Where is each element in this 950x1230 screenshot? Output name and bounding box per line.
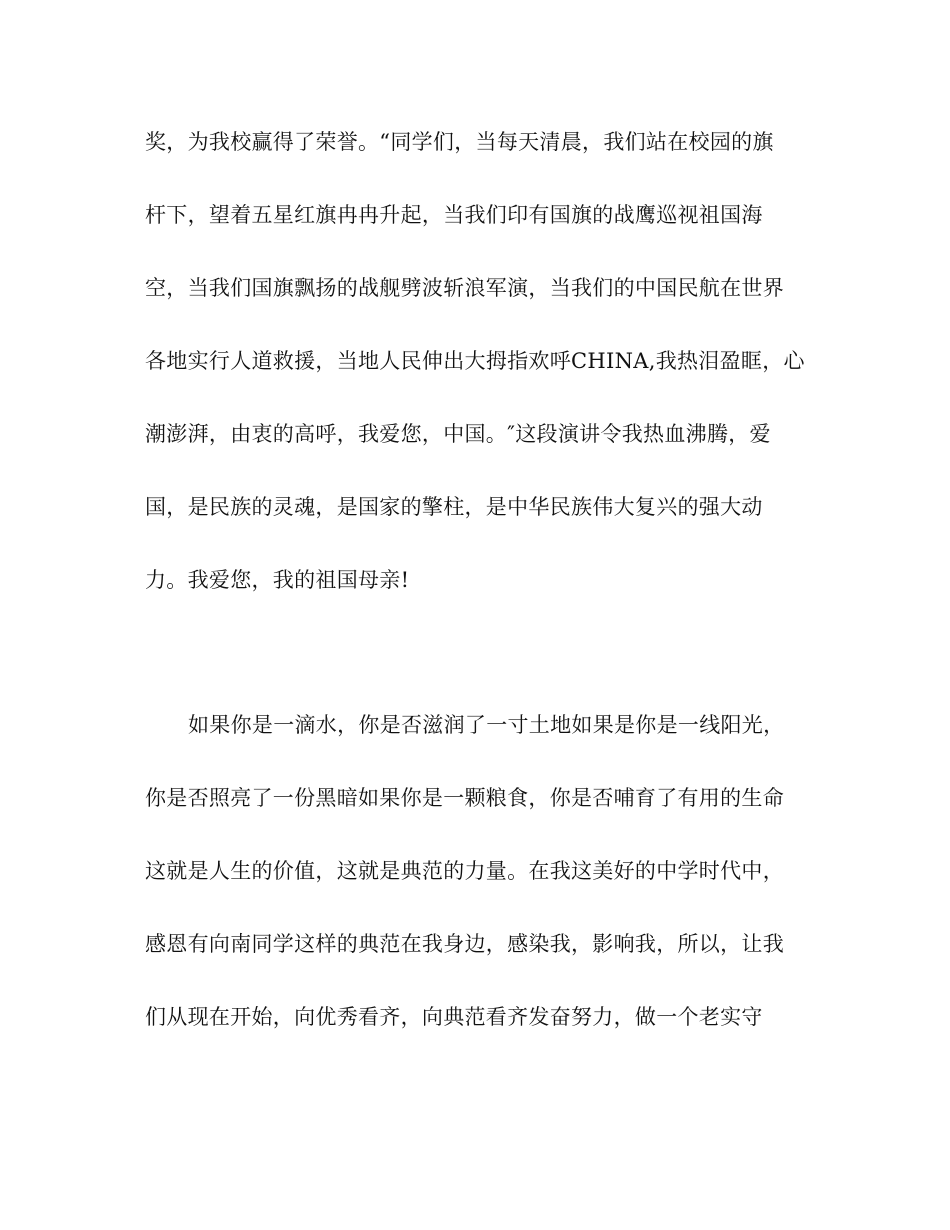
- text-line: 潮澎湃，由衷的高呼，我爱您，中国。″这段演讲令我热血沸腾，爱: [145, 422, 771, 446]
- text-line: 这就是人生的价值，这就是典范的力量。在我这美好的中学时代中，: [145, 859, 784, 883]
- text-line: 如果你是一滴水，你是否滋润了一寸土地如果是你是一线阳光，: [188, 713, 785, 737]
- text-line: 感恩有向南同学这样的典范在我身边，感染我，影响我，所以，让我: [145, 932, 784, 956]
- text-line: 奖，为我校赢得了荣誉。“同学们，当每天清晨，我们站在校园的旗: [145, 130, 774, 154]
- text-line: 杆下，望着五星红旗冉冉升起，当我们印有国旗的战鹰巡视祖国海: [145, 203, 763, 227]
- text-line: 国，是民族的灵魂，是国家的擎柱，是中华民族伟大复兴的强大动: [145, 495, 763, 519]
- text-line: 空，当我们国旗飘扬的战舰劈波斩浪军演，当我们的中国民航在世界: [145, 276, 784, 300]
- text-line: 你是否照亮了一份黑暗如果你是一颗粮食，你是否哺育了有用的生命: [145, 786, 784, 810]
- text-line: 各地实行人道救援，当地人民伸出大拇指欢呼CHINA,我热泪盈眶，心: [145, 349, 805, 373]
- text-line: 力。我爱您，我的祖国母亲!: [145, 568, 410, 592]
- text-line: 们从现在开始，向优秀看齐，向典范看齐发奋努力，做一个老实守: [145, 1005, 763, 1029]
